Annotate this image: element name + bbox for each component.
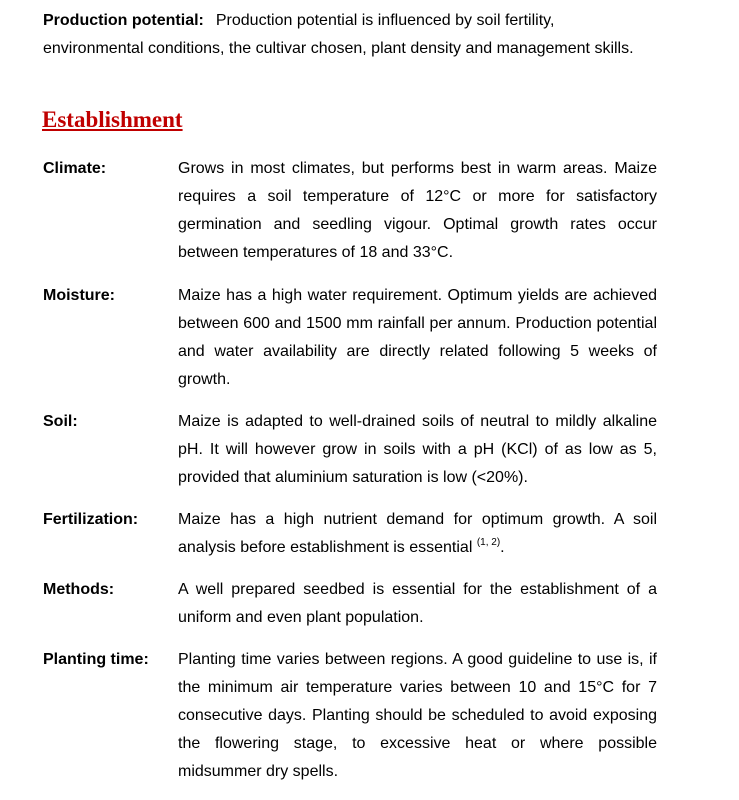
moisture-term: Moisture: [43, 287, 115, 304]
soil-description: Maize is adapted to well-drained soils of neutral to mildly alkaline pH. It will however grow in soils with a pH (KCl) of as low as 5, provided that aluminium saturation is low (<20%). [178, 413, 657, 486]
fertilization-term: Fertilization: [43, 511, 139, 528]
climate-term: Climate: [43, 160, 107, 177]
methods-term: Methods: [43, 581, 115, 598]
establishment-heading: Establishment [42, 107, 183, 132]
methods-description: A well prepared seedbed is essential for the establishment of a uniform and even plant population. [178, 581, 657, 626]
soil-term: Soil: [43, 413, 78, 430]
planting-time-term: Planting time: [43, 651, 149, 668]
moisture-description: Maize has a high water requirement. Optimum yields are achieved between 600 and 1500 mm rainfall per annum. Production potential and water availability are directly related following 5 weeks of growth. [178, 287, 657, 388]
production-potential-label: Production potential: [43, 12, 204, 29]
climate-description: Grows in most climates, but performs best in warm areas. Maize requires a soil temperature of 12°C or more for satisfactory germination and seedling vigour. Optimal growth rates occur between temperatures of 18 and 33°C. [178, 160, 657, 261]
fertilization-text: Maize has a high nutrient demand for optimum growth. A soil analysis before establishment is essential [178, 511, 657, 556]
fertilization-reference: (1, 2) [476, 537, 501, 548]
planting-time-description: Planting time varies between regions. A good guideline to use is, if the minimum air temperature varies between 10 and 15°C for 7 consecutive days. Planting should be scheduled to avoid exposing the flowering stage, to excessive heat or where possible midsummer dry spells. [178, 651, 657, 780]
production-potential-paragraph [43, 7, 643, 63]
fertilization-description [178, 506, 657, 562]
fertilization-end: . [500, 539, 505, 556]
production-potential-text: Production potential is influenced by soil fertility, environmental conditions, the cultivar chosen, plant density and management skills. [43, 12, 634, 57]
